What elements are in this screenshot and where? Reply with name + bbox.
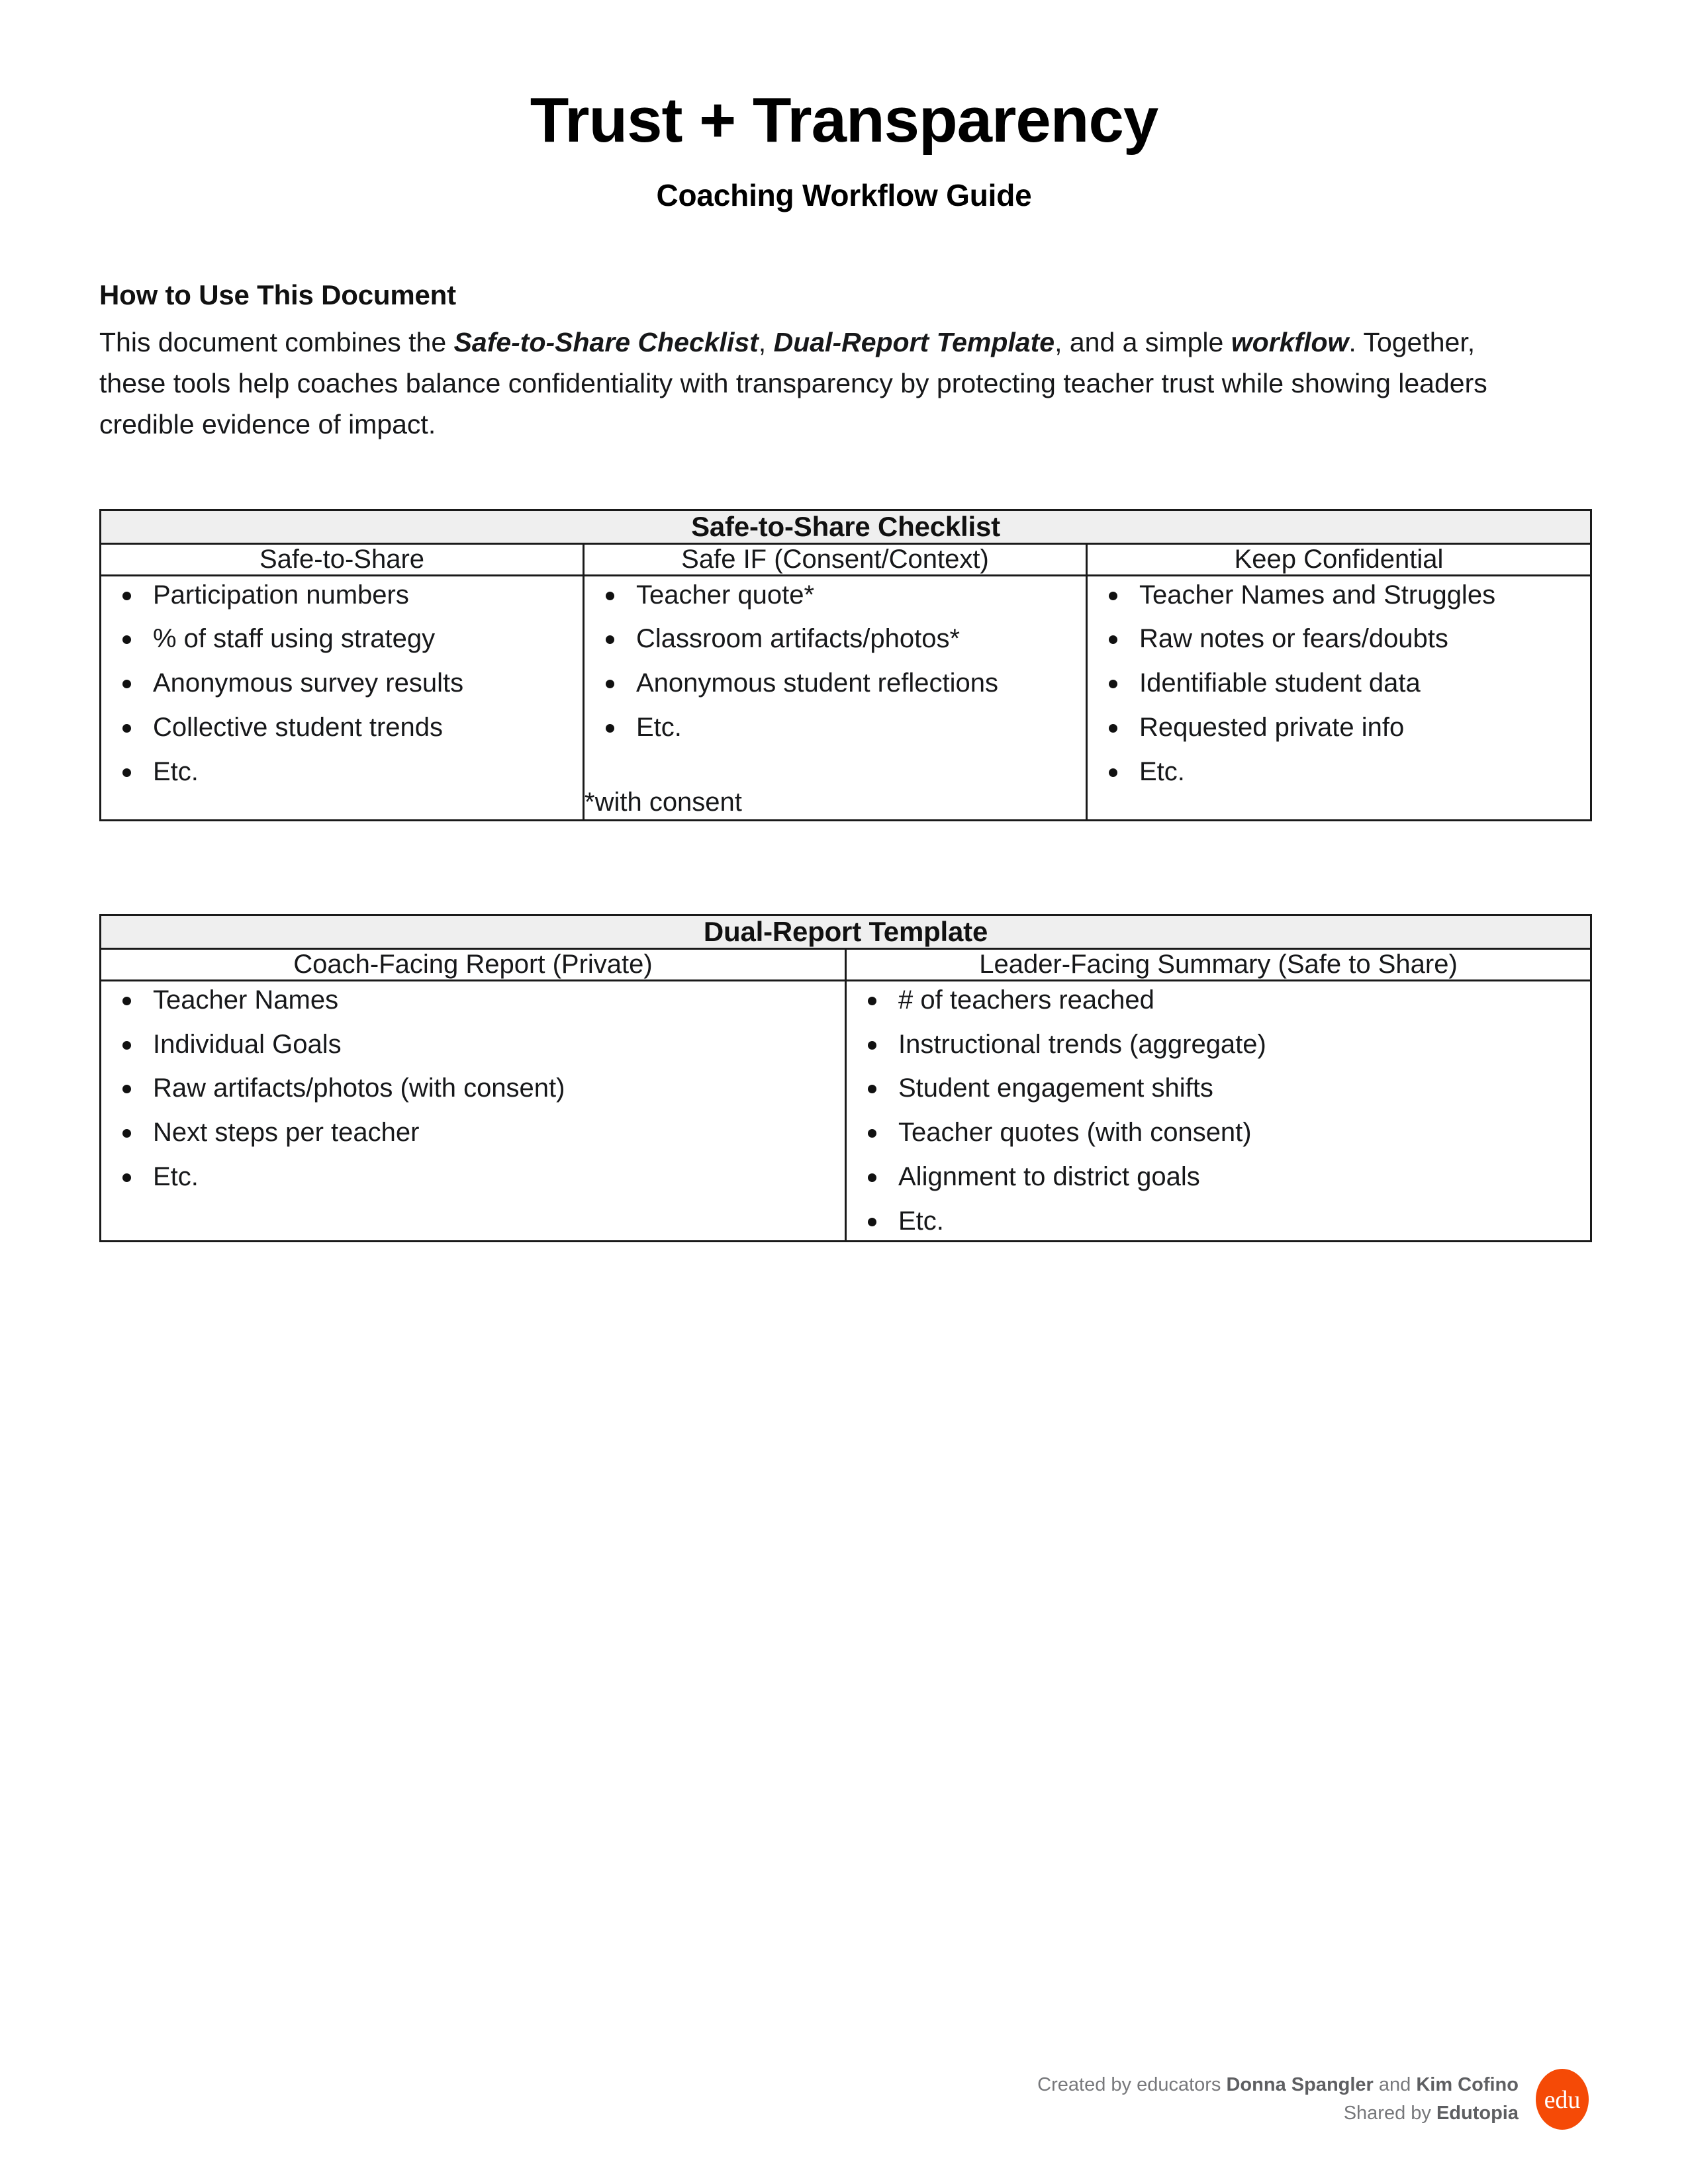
footer-author-1: Donna Spangler (1226, 2073, 1374, 2095)
safe-to-share-checklist-table (99, 509, 1592, 821)
column-header-coach-facing: Coach-Facing Report (Private) (101, 948, 846, 980)
table-header-row (101, 543, 1591, 575)
list-item: Identifiable student data (1139, 664, 1590, 702)
intro-emphasis-checklist: Safe-to-Share Checklist (453, 326, 759, 357)
cell-keep-confidential (1087, 575, 1591, 820)
list-item: Teacher quote* (636, 576, 1086, 614)
cell-safe-to-share (101, 575, 584, 820)
column-header-leader-facing: Leader-Facing Summary (Safe to Share) (846, 948, 1591, 980)
table-title: Dual-Report Template (101, 915, 1591, 948)
table-row (101, 980, 1591, 1241)
footer-shared-prefix: Shared by (1343, 2103, 1436, 2124)
list-item: Individual Goals (153, 1026, 845, 1064)
list-item: Participation numbers (153, 576, 583, 614)
edutopia-logo-text: edu (1544, 2086, 1581, 2114)
list-item: % of staff using strategy (153, 620, 583, 658)
list-item: Anonymous student reflections (636, 664, 1086, 702)
intro-text-4: . Together, these tools help coaches balance confidentiality with transparency by protecting teacher trust while showing leaders credible evidence of impact. (99, 326, 1487, 440)
list-item: Next steps per teacher (153, 1114, 845, 1152)
list-item: Collective student trends (153, 709, 583, 747)
footer-line-created-by (1037, 2071, 1519, 2100)
edutopia-logo-icon (1536, 2069, 1589, 2130)
list-item: Raw artifacts/photos (with consent) (153, 1069, 845, 1107)
list-item: Anonymous survey results (153, 664, 583, 702)
dual-report-template-table (99, 914, 1592, 1242)
cell-leader-facing (846, 980, 1591, 1241)
footer-publisher: Edutopia (1436, 2103, 1519, 2124)
footer-line-shared-by (1037, 2099, 1519, 2128)
footer-author-2: Kim Cofino (1416, 2073, 1519, 2095)
list-item: Alignment to district goals (898, 1158, 1590, 1196)
footer-and: and (1373, 2073, 1417, 2095)
intro-section (99, 279, 1589, 445)
column-header-keep-confidential: Keep Confidential (1087, 543, 1591, 575)
column-header-safe-to-share: Safe-to-Share (101, 543, 584, 575)
table-header-row (101, 948, 1591, 980)
list-safe-if (585, 576, 1086, 747)
intro-text-3: , and a simple (1055, 326, 1231, 357)
list-item: Etc. (153, 1158, 845, 1196)
list-item: Teacher quotes (with consent) (898, 1114, 1590, 1152)
list-leader-facing (847, 981, 1590, 1240)
list-item: # of teachers reached (898, 981, 1590, 1019)
footer-created-prefix: Created by educators (1037, 2073, 1227, 2095)
list-item: Requested private info (1139, 709, 1590, 747)
cell-safe-if (584, 575, 1087, 820)
page-title: Trust + Transparency (530, 85, 1158, 156)
footer (1037, 2069, 1589, 2130)
intro-paragraph (99, 322, 1489, 445)
column-header-safe-if: Safe IF (Consent/Context) (584, 543, 1087, 575)
list-item: Teacher Names and Struggles (1139, 576, 1590, 614)
list-item: Etc. (898, 1203, 1590, 1240)
intro-heading: How to Use This Document (99, 279, 456, 310)
list-item: Instructional trends (aggregate) (898, 1026, 1590, 1064)
intro-text-2: , (758, 326, 774, 357)
title-block (99, 0, 1589, 213)
list-item: Etc. (636, 709, 1086, 747)
table-title-row (101, 915, 1591, 948)
table-title: Safe-to-Share Checklist (101, 510, 1591, 543)
page-subtitle: Coaching Workflow Guide (656, 177, 1032, 212)
list-item: Classroom artifacts/photos* (636, 620, 1086, 658)
list-item: Raw notes or fears/doubts (1139, 620, 1590, 658)
list-item: Etc. (1139, 753, 1590, 791)
intro-emphasis-template: Dual-Report Template (773, 326, 1055, 357)
consent-footnote: *with consent (585, 787, 742, 817)
intro-text-1: This document combines the (99, 326, 454, 357)
list-item: Student engagement shifts (898, 1069, 1590, 1107)
list-item: Etc. (153, 753, 583, 791)
footer-attribution (1037, 2071, 1519, 2128)
cell-coach-facing (101, 980, 846, 1241)
list-item: Teacher Names (153, 981, 845, 1019)
list-safe-to-share (101, 576, 583, 791)
intro-emphasis-workflow: workflow (1231, 326, 1349, 357)
table-title-row (101, 510, 1591, 543)
table-row (101, 575, 1591, 820)
list-coach-facing (101, 981, 845, 1196)
list-keep-confidential (1088, 576, 1590, 791)
